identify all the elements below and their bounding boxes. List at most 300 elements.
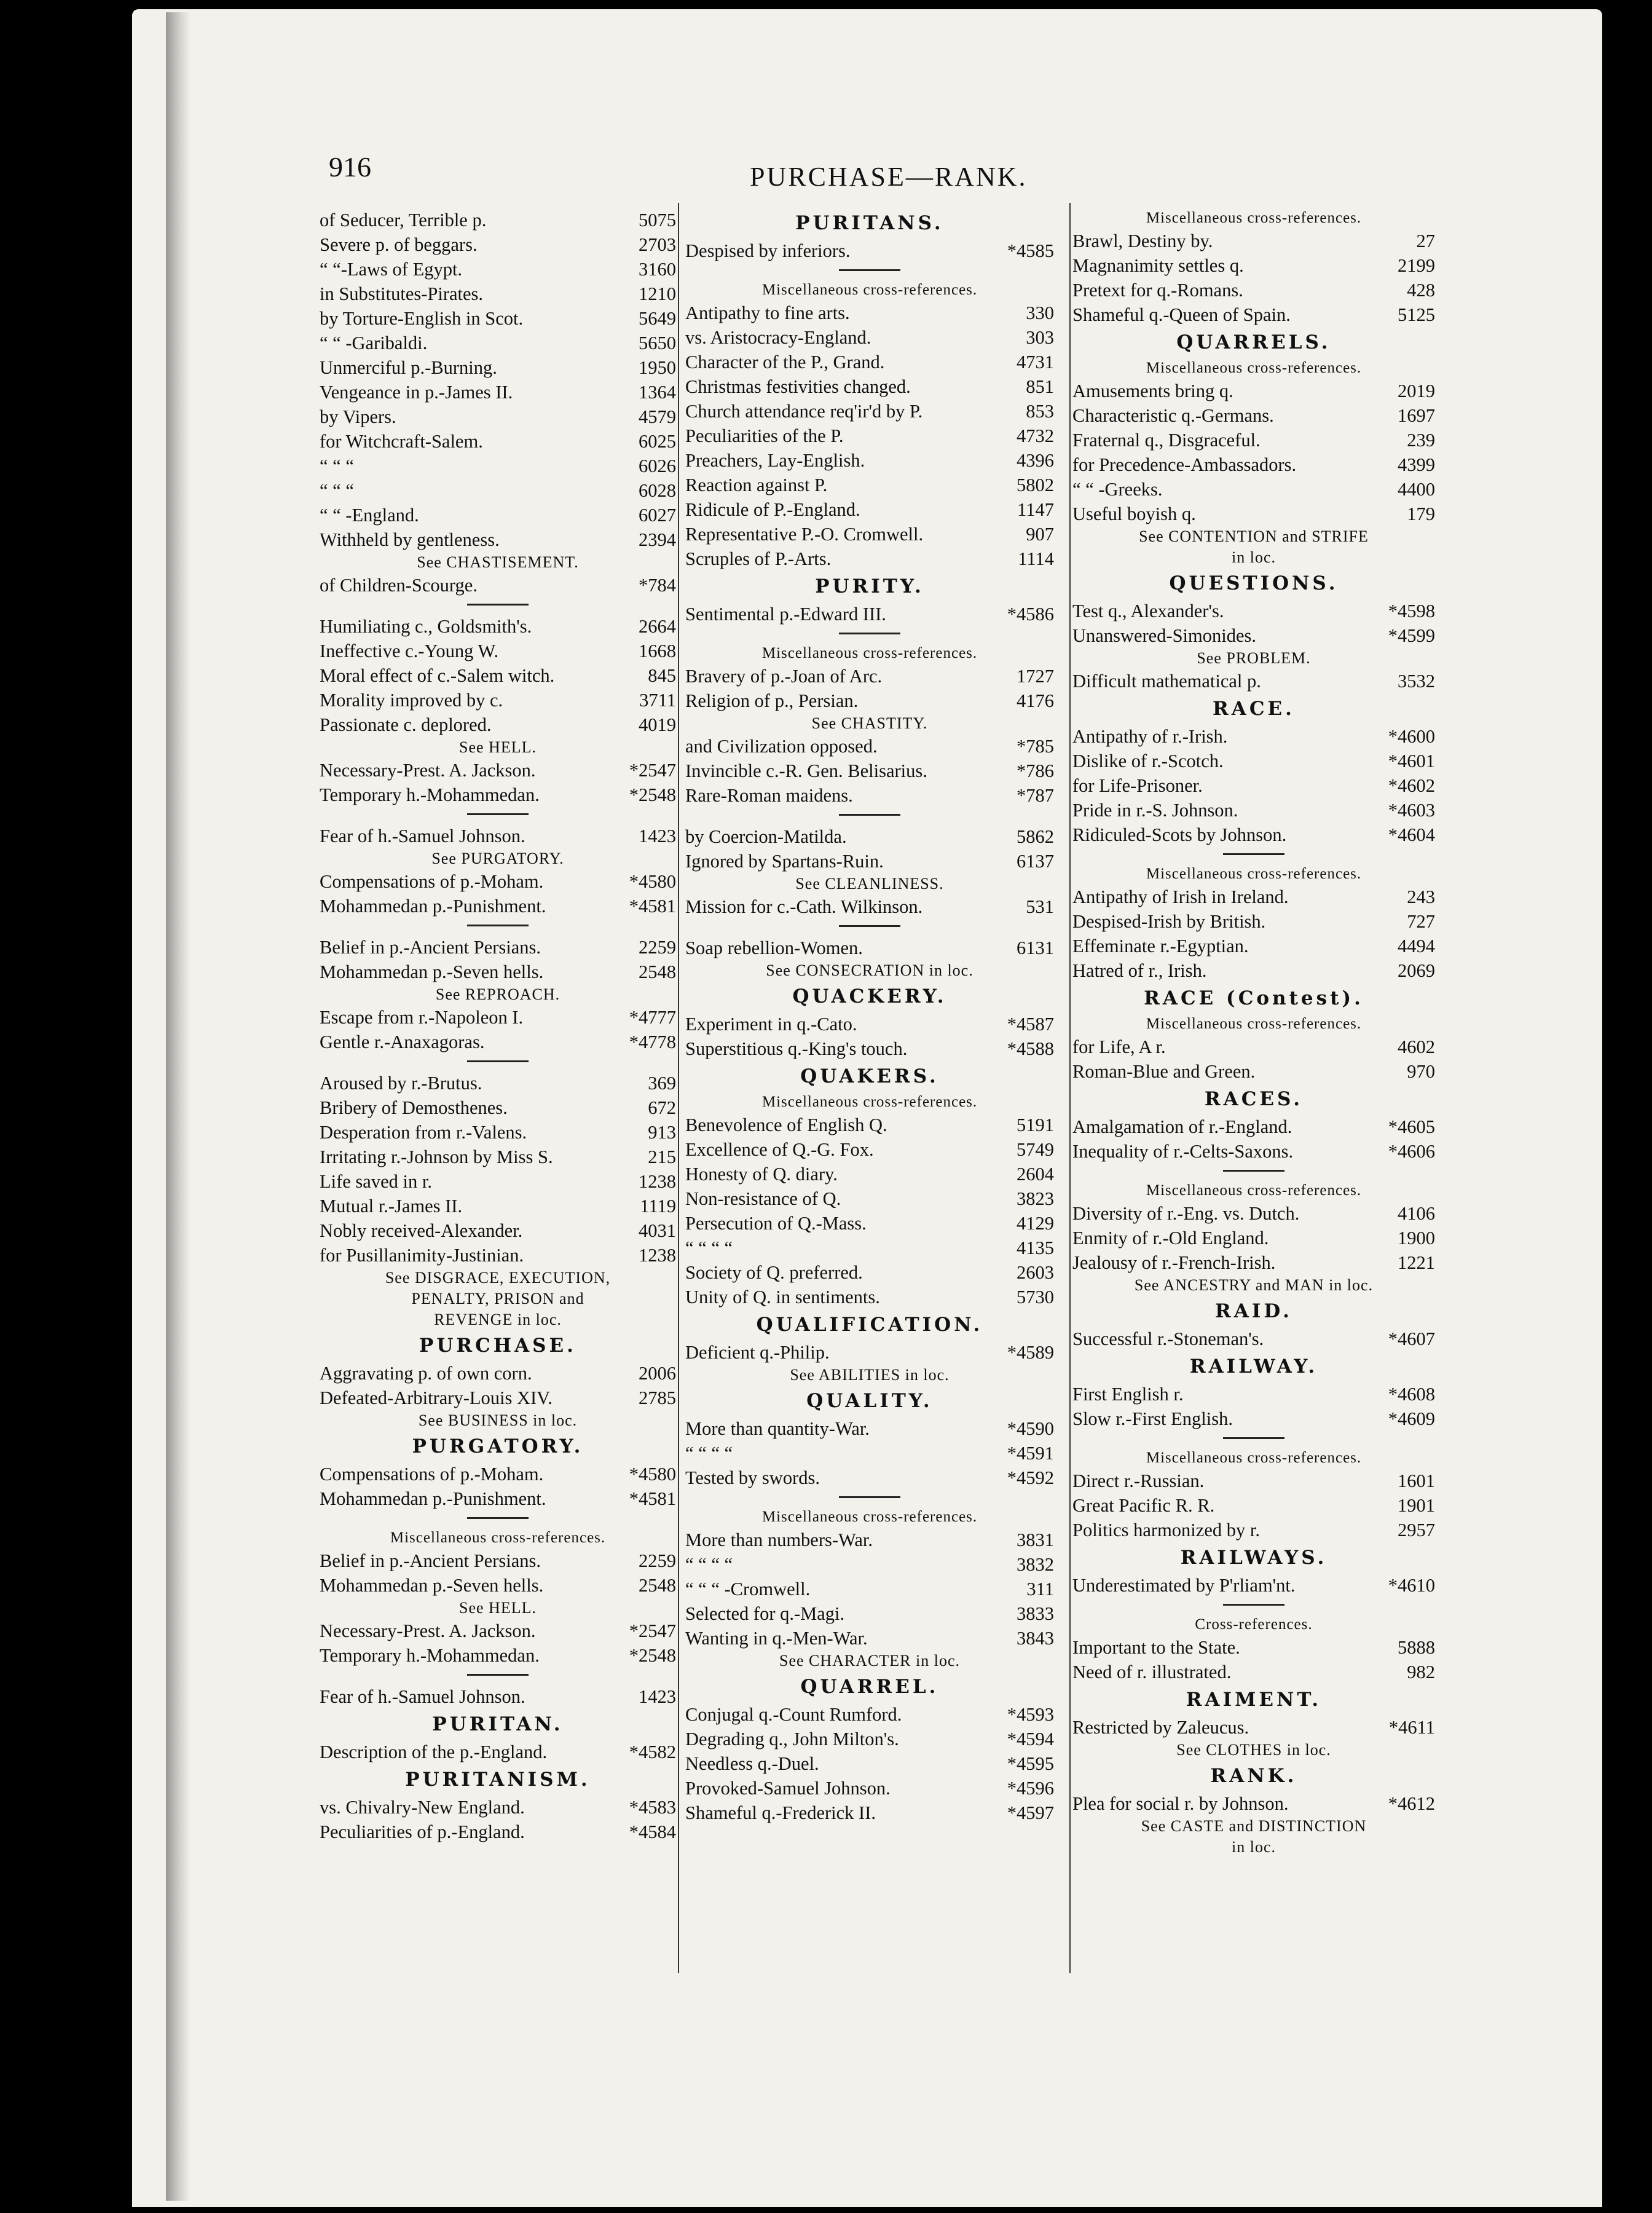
entry-topic: “ “ -Garibaldi. xyxy=(320,333,428,353)
entry-reference: *2548 xyxy=(629,784,676,805)
entry-reference: 5191 xyxy=(1017,1114,1054,1135)
entry-reference: *4597 xyxy=(1007,1802,1054,1823)
index-entry xyxy=(685,1236,1054,1260)
entry-reference: 2259 xyxy=(639,937,676,958)
entry-topic: “ “ “ “ xyxy=(685,1237,733,1258)
entry-reference: *4580 xyxy=(629,1464,676,1485)
entry-topic: vs. Aristocracy-England. xyxy=(685,327,871,348)
index-entry xyxy=(685,1012,1054,1036)
index-entry xyxy=(320,1548,676,1573)
see-also-note: REVENGE in loc. xyxy=(434,1311,562,1328)
index-entry xyxy=(1072,1226,1435,1250)
see-also-note: See DISGRACE, EXECUTION, xyxy=(385,1269,611,1287)
index-entry xyxy=(685,1416,1054,1441)
entry-reference: 243 xyxy=(1407,886,1435,907)
index-entry xyxy=(1072,1493,1435,1518)
entry-topic: Christmas festivities changed. xyxy=(685,376,911,397)
index-entry xyxy=(685,424,1054,448)
see-also-note: See PROBLEM. xyxy=(1197,649,1311,667)
index-entry xyxy=(685,1211,1054,1236)
index-entry xyxy=(685,1552,1054,1577)
index-entry xyxy=(320,1194,676,1218)
index-entry xyxy=(685,894,1054,919)
entry-reference: 4031 xyxy=(639,1220,676,1241)
index-entry xyxy=(685,1465,1054,1490)
short-rule xyxy=(467,925,529,926)
entry-topic: Ineffective c.-Young W. xyxy=(320,641,499,661)
entry-topic: Deficient q.-Philip. xyxy=(685,1342,830,1363)
entry-topic: Ridicule of P.-England. xyxy=(685,499,860,520)
index-entry xyxy=(320,712,676,737)
entry-reference: 2019 xyxy=(1398,381,1435,401)
entry-topic: Compensations of p.-Moham. xyxy=(320,871,544,892)
short-rule xyxy=(1223,1437,1284,1439)
entry-reference: 531 xyxy=(1026,896,1054,917)
index-entry xyxy=(685,1751,1054,1776)
entry-topic: Despised-Irish by British. xyxy=(1072,911,1266,932)
entry-reference: 907 xyxy=(1026,524,1054,545)
section-heading: QUARRELS. xyxy=(1176,331,1331,353)
entry-topic: Invincible c.-R. Gen. Belisarius. xyxy=(685,760,927,781)
entry-reference: 4400 xyxy=(1398,479,1435,500)
entry-reference: *786 xyxy=(1017,760,1054,781)
entry-topic: Temporary h.-Mohammedan. xyxy=(320,1645,540,1666)
section-heading: RAILWAY. xyxy=(1189,1355,1318,1378)
entry-topic: and Civilization opposed. xyxy=(685,736,878,757)
entry-reference: 3833 xyxy=(1017,1603,1054,1624)
section-heading: QUALITY. xyxy=(806,1390,933,1412)
index-entry xyxy=(685,688,1054,713)
entry-topic: Compensations of p.-Moham. xyxy=(320,1464,544,1485)
index-entry xyxy=(685,546,1054,571)
entry-topic: Unanswered-Simonides. xyxy=(1072,625,1257,646)
see-also-note: See HELL. xyxy=(459,1599,537,1617)
entry-reference: 982 xyxy=(1407,1662,1435,1682)
entry-topic: for Pusillanimity-Justinian. xyxy=(320,1245,524,1266)
entry-topic: Needless q.-Duel. xyxy=(685,1753,819,1774)
index-entry xyxy=(320,1071,676,1095)
index-entry xyxy=(320,380,676,404)
entry-topic: Dislike of r.-Scotch. xyxy=(1072,751,1224,771)
entry-reference: *4582 xyxy=(629,1742,676,1762)
entry-reference: 4106 xyxy=(1398,1203,1435,1224)
entry-reference: *4593 xyxy=(1007,1704,1054,1725)
column-divider xyxy=(1069,203,1071,1973)
entry-topic: Important to the State. xyxy=(1072,1637,1240,1658)
entry-topic: Magnanimity settles q. xyxy=(1072,255,1244,276)
entry-topic: Antipathy of r.-Irish. xyxy=(1072,726,1228,747)
section-heading: PURITY. xyxy=(815,575,924,598)
entry-reference: 3832 xyxy=(1017,1554,1054,1575)
entry-reference: 1423 xyxy=(639,826,676,846)
entry-topic: Characteristic q.-Germans. xyxy=(1072,405,1274,426)
index-entry xyxy=(1072,1035,1435,1059)
entry-topic: Provoked-Samuel Johnson. xyxy=(685,1778,891,1799)
entry-topic: Pride in r.-S. Johnson. xyxy=(1072,800,1238,821)
entry-reference: 1668 xyxy=(639,641,676,661)
index-entry xyxy=(685,783,1054,808)
entry-topic: Morality improved by c. xyxy=(320,690,503,711)
index-entry xyxy=(1072,1139,1435,1164)
entry-topic: Unity of Q. in sentiments. xyxy=(685,1287,880,1308)
entry-reference: 2664 xyxy=(639,616,676,637)
entry-reference: 3831 xyxy=(1017,1529,1054,1550)
index-entry xyxy=(685,473,1054,497)
column-divider xyxy=(678,203,679,1973)
entry-topic: Desperation from r.-Valens. xyxy=(320,1122,527,1143)
index-entry xyxy=(320,208,676,232)
index-entry xyxy=(685,1626,1054,1651)
entry-reference: *4609 xyxy=(1388,1408,1435,1429)
section-heading: PURITAN. xyxy=(432,1713,564,1735)
index-entry xyxy=(685,239,1054,263)
see-also-note: in loc. xyxy=(1232,1838,1276,1856)
entry-topic: Passionate c. deplored. xyxy=(320,714,492,735)
entry-reference: *2548 xyxy=(629,1645,676,1666)
short-rule xyxy=(467,1674,529,1676)
entry-reference: *4611 xyxy=(1388,1717,1435,1738)
index-entry xyxy=(1072,452,1435,477)
entry-topic: “ “ -England. xyxy=(320,505,419,526)
entry-topic: Non-resistance of Q. xyxy=(685,1188,841,1209)
index-entry xyxy=(685,824,1054,849)
index-entry xyxy=(320,894,676,918)
entry-topic: by Torture-English in Scot. xyxy=(320,308,524,329)
entry-reference: *4610 xyxy=(1388,1575,1435,1596)
entry-topic: Ignored by Spartans-Ruin. xyxy=(685,851,884,872)
index-entry xyxy=(1072,1201,1435,1226)
entry-reference: 6025 xyxy=(639,431,676,452)
see-also-note: See CONTENTION and STRIFE xyxy=(1139,527,1369,545)
cross-reference-label: Miscellaneous cross-references. xyxy=(1146,866,1362,882)
index-entry xyxy=(320,758,676,783)
cross-reference-label: Miscellaneous cross-references. xyxy=(1146,1016,1362,1032)
entry-reference: 215 xyxy=(648,1146,676,1167)
section-heading: RACE (Contest). xyxy=(1144,987,1364,1009)
entry-topic: “ “ “ “ xyxy=(685,1554,733,1575)
entry-reference: 1119 xyxy=(640,1196,676,1217)
entry-topic: Mohammedan p.-Seven hells. xyxy=(320,961,544,982)
entry-reference: 1147 xyxy=(1017,499,1054,520)
index-entry xyxy=(1072,623,1435,648)
entry-topic: Society of Q. preferred. xyxy=(685,1262,863,1283)
see-also-note: See CHASTISEMENT. xyxy=(417,553,579,571)
index-entry xyxy=(1072,1660,1435,1684)
entry-topic: Mohammedan p.-Punishment. xyxy=(320,896,546,917)
index-entry xyxy=(685,448,1054,473)
entry-reference: *4595 xyxy=(1007,1753,1054,1774)
index-entry xyxy=(1072,302,1435,327)
index-entry xyxy=(320,639,676,663)
entry-reference: 2703 xyxy=(639,234,676,255)
index-entry xyxy=(1072,773,1435,798)
index-entry xyxy=(320,1386,676,1410)
entry-topic: Restricted by Zaleucus. xyxy=(1072,1717,1249,1738)
entry-reference: *4590 xyxy=(1007,1418,1054,1439)
cross-reference-label: Miscellaneous cross-references. xyxy=(1146,210,1362,226)
entry-reference: *4587 xyxy=(1007,1014,1054,1035)
index-entry xyxy=(685,1528,1054,1552)
index-entry xyxy=(320,1820,676,1844)
index-entry xyxy=(1072,1715,1435,1740)
entry-topic: Bravery of p.-Joan of Arc. xyxy=(685,666,883,687)
entry-reference: 1900 xyxy=(1398,1228,1435,1249)
see-also-note: See CHARACTER in loc. xyxy=(779,1652,960,1670)
entry-topic: Aroused by r.-Brutus. xyxy=(320,1073,482,1094)
short-rule xyxy=(467,604,529,606)
entry-topic: of Children-Scourge. xyxy=(320,575,478,596)
entry-topic: Mohammedan p.-Seven hells. xyxy=(320,1575,544,1596)
entry-reference: 1697 xyxy=(1398,405,1435,426)
index-entry xyxy=(320,1643,676,1668)
entry-reference: *4589 xyxy=(1007,1342,1054,1363)
index-entry xyxy=(320,614,676,639)
short-rule xyxy=(839,633,900,634)
entry-topic: Successful r.-Stoneman's. xyxy=(1072,1328,1264,1349)
index-entry xyxy=(1072,502,1435,526)
section-heading: QUACKERY. xyxy=(792,985,947,1008)
index-entry xyxy=(685,1036,1054,1061)
entry-reference: 853 xyxy=(1026,401,1054,422)
entry-topic: for Life, A r. xyxy=(1072,1036,1166,1057)
entry-reference: 2548 xyxy=(639,1575,676,1596)
entry-reference: 2394 xyxy=(639,529,676,550)
entry-topic: for Precedence-Ambassadors. xyxy=(1072,454,1297,475)
entry-topic: Peculiarities of the P. xyxy=(685,425,844,446)
entry-reference: *785 xyxy=(1017,736,1054,757)
entry-reference: 6027 xyxy=(639,505,676,526)
index-entry xyxy=(685,1137,1054,1162)
entry-reference: 5862 xyxy=(1017,826,1054,847)
entry-topic: Ridiculed-Scots by Johnson. xyxy=(1072,824,1287,845)
index-entry xyxy=(320,1361,676,1386)
short-rule xyxy=(1223,853,1284,855)
entry-topic: Preachers, Lay-English. xyxy=(685,450,865,471)
entry-reference: 1238 xyxy=(639,1245,676,1266)
entry-topic: Necessary-Prest. A. Jackson. xyxy=(320,1620,536,1641)
index-entry xyxy=(1072,1059,1435,1084)
entry-topic: “ “ “ xyxy=(320,456,354,476)
entry-topic: More than quantity-War. xyxy=(685,1418,870,1439)
entry-topic: Mission for c.-Cath. Wilkinson. xyxy=(685,896,923,917)
entry-topic: Life saved in r. xyxy=(320,1171,432,1192)
entry-reference: *4778 xyxy=(629,1032,676,1052)
entry-reference: 179 xyxy=(1407,503,1435,524)
entry-reference: 428 xyxy=(1407,280,1435,301)
entry-reference: *2547 xyxy=(629,1620,676,1641)
entry-reference: 4019 xyxy=(639,714,676,735)
index-entry xyxy=(1072,599,1435,623)
index-entry xyxy=(320,1486,676,1511)
section-heading: PURITANISM. xyxy=(405,1769,591,1791)
cross-reference-label: Miscellaneous cross-references. xyxy=(1146,1182,1362,1199)
index-entry xyxy=(320,503,676,527)
entry-reference: 3711 xyxy=(639,690,676,711)
entry-reference: *4584 xyxy=(629,1821,676,1842)
section-heading: PURCHASE. xyxy=(419,1335,576,1357)
entry-topic: Direct r.-Russian. xyxy=(1072,1470,1205,1491)
entry-reference: *4588 xyxy=(1007,1038,1054,1059)
entry-topic: Religion of p., Persian. xyxy=(685,690,859,711)
index-entry xyxy=(1072,1573,1435,1598)
entry-topic: Experiment in q.-Cato. xyxy=(685,1014,857,1035)
index-column-3 xyxy=(1072,208,1435,1858)
entry-reference: 5749 xyxy=(1017,1139,1054,1160)
section-heading: RACES. xyxy=(1204,1088,1304,1110)
see-also-note: See HELL. xyxy=(459,738,537,756)
entry-topic: Shameful q.-Queen of Spain. xyxy=(1072,304,1291,325)
entry-reference: 4129 xyxy=(1017,1213,1054,1234)
index-entry xyxy=(1072,934,1435,958)
index-entry xyxy=(320,824,676,848)
see-also-note: See CASTE and DISTINCTION xyxy=(1141,1817,1367,1835)
entry-topic: First English r. xyxy=(1072,1384,1184,1405)
index-entry xyxy=(1072,885,1435,909)
see-also-note: See CONSECRATION in loc. xyxy=(766,961,974,979)
index-entry xyxy=(685,374,1054,399)
cross-reference-label: Miscellaneous cross-references. xyxy=(761,1094,978,1110)
short-rule xyxy=(1223,1170,1284,1172)
entry-reference: 672 xyxy=(648,1097,676,1118)
entry-topic: Church attendance req'ir'd by P. xyxy=(685,401,923,422)
entry-topic: Benevolence of English Q. xyxy=(685,1114,887,1135)
entry-topic: Despised by inferiors. xyxy=(685,240,851,261)
entry-topic: Wanting in q.-Men-War. xyxy=(685,1628,868,1649)
entry-reference: 851 xyxy=(1026,376,1054,397)
entry-reference: 1114 xyxy=(1018,548,1054,569)
index-entry xyxy=(1072,1114,1435,1139)
entry-topic: Slow r.-First English. xyxy=(1072,1408,1233,1429)
cross-reference-label: Miscellaneous cross-references. xyxy=(1146,1450,1362,1466)
entry-reference: 3823 xyxy=(1017,1188,1054,1209)
entry-topic: Politics harmonized by r. xyxy=(1072,1520,1260,1540)
entry-topic: Scruples of P.-Arts. xyxy=(685,548,832,569)
entry-topic: Enmity of r.-Old England. xyxy=(1072,1228,1269,1249)
entry-reference: *4580 xyxy=(629,871,676,892)
entry-reference: *784 xyxy=(639,575,676,596)
index-entry xyxy=(1072,278,1435,302)
index-entry xyxy=(685,1162,1054,1186)
index-entry xyxy=(685,497,1054,522)
index-entry xyxy=(320,429,676,454)
entry-topic: Sentimental p.-Edward III. xyxy=(685,604,886,625)
entry-reference: 4732 xyxy=(1017,425,1054,446)
index-entry xyxy=(320,783,676,807)
entry-topic: Escape from r.-Napoleon I. xyxy=(320,1007,524,1028)
section-heading: QUARREL. xyxy=(800,1676,939,1698)
index-entry xyxy=(685,1285,1054,1309)
entry-reference: *4594 xyxy=(1007,1729,1054,1749)
index-entry xyxy=(1072,1382,1435,1406)
index-entry xyxy=(320,960,676,984)
entry-topic: Difficult mathematical p. xyxy=(1072,671,1261,692)
entry-topic: Shameful q.-Frederick II. xyxy=(685,1802,876,1823)
entry-topic: Fear of h.-Samuel Johnson. xyxy=(320,1686,525,1707)
section-heading: PURGATORY. xyxy=(412,1435,584,1458)
index-entry xyxy=(1072,1406,1435,1431)
entry-topic: Vengeance in p.-James II. xyxy=(320,382,513,403)
entry-reference: 2069 xyxy=(1398,960,1435,981)
entry-topic: Fraternal q., Disgraceful. xyxy=(1072,430,1261,451)
index-entry xyxy=(685,522,1054,546)
index-entry xyxy=(320,282,676,306)
section-heading: RANK. xyxy=(1210,1765,1297,1787)
entry-topic: Unmerciful p.-Burning. xyxy=(320,357,497,378)
index-entry xyxy=(320,1095,676,1120)
see-also-note: See REPROACH. xyxy=(435,985,560,1003)
index-entry xyxy=(685,759,1054,783)
index-entry xyxy=(1072,822,1435,847)
section-heading: RAIMENT. xyxy=(1186,1689,1322,1711)
entry-reference: *4598 xyxy=(1388,601,1435,621)
entry-topic: Soap rebellion-Women. xyxy=(685,937,863,958)
index-entry xyxy=(320,935,676,960)
index-entry xyxy=(685,849,1054,874)
entry-topic: vs. Chivalry-New England. xyxy=(320,1797,525,1818)
index-entry xyxy=(320,663,676,688)
index-entry xyxy=(320,306,676,331)
entry-topic: Degrading q., John Milton's. xyxy=(685,1729,899,1749)
entry-topic: Irritating r.-Johnson by Miss S. xyxy=(320,1146,553,1167)
short-rule xyxy=(839,925,900,927)
index-entry xyxy=(1072,253,1435,278)
entry-topic: Antipathy of Irish in Ireland. xyxy=(1072,886,1289,907)
index-entry xyxy=(320,688,676,712)
cross-reference-label: Miscellaneous cross-references. xyxy=(390,1529,606,1546)
index-entry xyxy=(320,527,676,552)
entry-reference: 4135 xyxy=(1017,1237,1054,1258)
index-entry xyxy=(685,1113,1054,1137)
section-heading: RAILWAYS. xyxy=(1180,1547,1328,1569)
entry-topic: by Coercion-Matilda. xyxy=(685,826,847,847)
entry-reference: 5802 xyxy=(1017,475,1054,495)
entry-topic: Conjugal q.-Count Rumford. xyxy=(685,1704,902,1725)
index-entry xyxy=(685,350,1054,374)
entry-topic: Moral effect of c.-Salem witch. xyxy=(320,665,555,686)
entry-reference: 27 xyxy=(1416,231,1435,251)
index-column-1 xyxy=(320,208,676,1844)
entry-reference: *4608 xyxy=(1388,1384,1435,1405)
entry-reference: 1901 xyxy=(1398,1495,1435,1516)
entry-reference: *2547 xyxy=(629,760,676,781)
entry-topic: Honesty of Q. diary. xyxy=(685,1164,838,1185)
entry-reference: 2199 xyxy=(1398,255,1435,276)
entry-topic: Fear of h.-Samuel Johnson. xyxy=(320,826,525,846)
entry-reference: *4600 xyxy=(1388,726,1435,747)
index-entry xyxy=(685,1340,1054,1365)
entry-topic: Necessary-Prest. A. Jackson. xyxy=(320,760,536,781)
index-entry xyxy=(685,1186,1054,1211)
entry-reference: 2957 xyxy=(1398,1520,1435,1540)
index-entry xyxy=(320,1740,676,1764)
entry-reference: 1221 xyxy=(1398,1252,1435,1273)
entry-topic: Antipathy to fine arts. xyxy=(685,302,850,323)
entry-topic: Selected for q.-Magi. xyxy=(685,1603,845,1624)
entry-reference: 4399 xyxy=(1398,454,1435,475)
entry-topic: by Vipers. xyxy=(320,406,396,427)
entry-reference: *4777 xyxy=(629,1007,676,1028)
entry-topic: Need of r. illustrated. xyxy=(1072,1662,1232,1682)
entry-reference: 4176 xyxy=(1017,690,1054,711)
index-entry xyxy=(685,602,1054,626)
entry-topic: Rare-Roman maidens. xyxy=(685,785,853,806)
entry-reference: *4581 xyxy=(629,896,676,917)
entry-reference: 330 xyxy=(1026,302,1054,323)
entry-reference: *4599 xyxy=(1388,625,1435,646)
entry-reference: 1727 xyxy=(1017,666,1054,687)
entry-reference: *4586 xyxy=(1007,604,1054,625)
entry-topic: Jealousy of r.-French-Irish. xyxy=(1072,1252,1276,1273)
